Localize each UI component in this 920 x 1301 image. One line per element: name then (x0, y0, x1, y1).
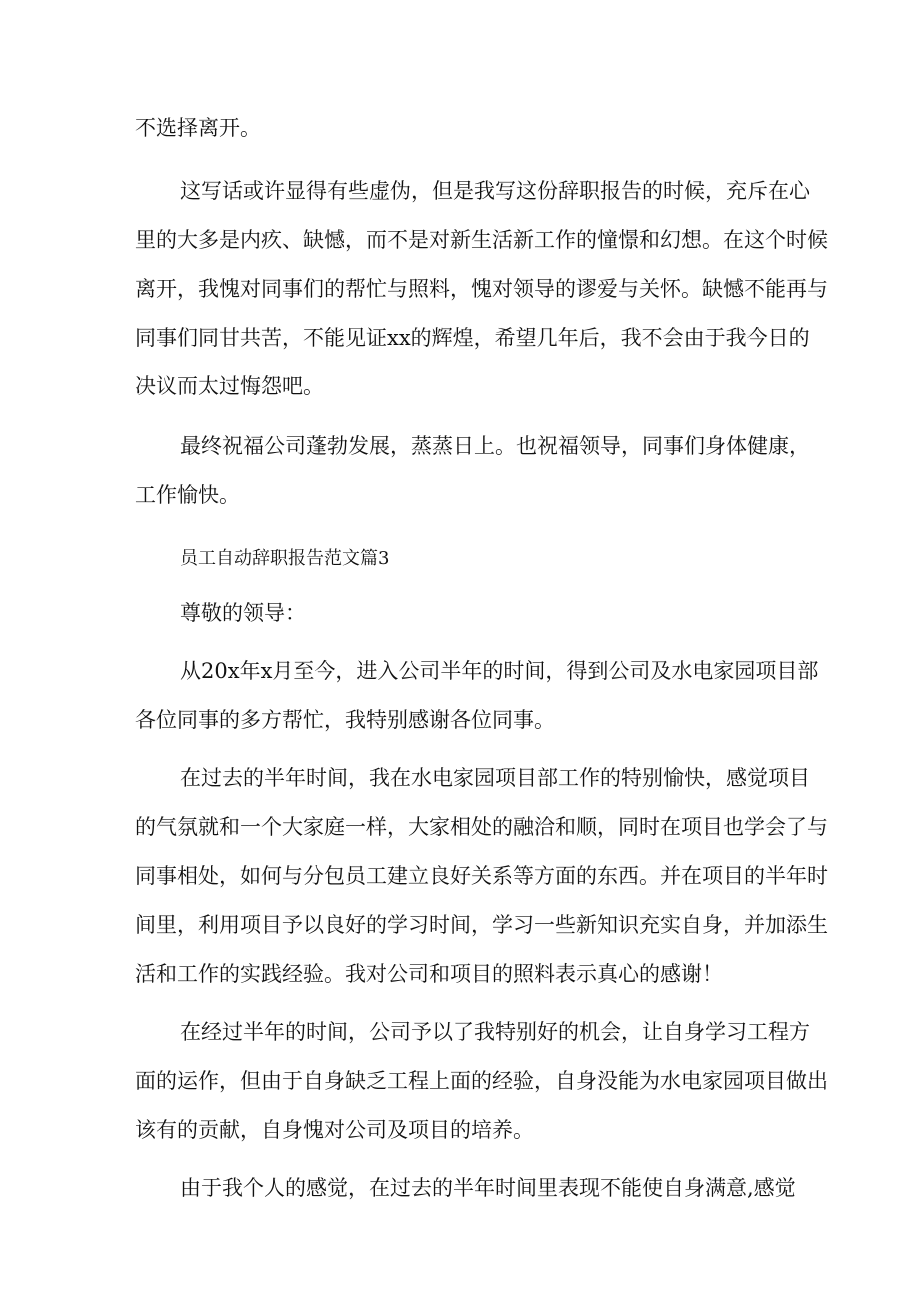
paragraph-line: 从20x年x月至今，进入公司半年的时间，得到公司及水电家园项目部 (180, 659, 819, 683)
paragraph-line: 的气氛就和一个大家庭一样，大家相处的融洽和顺，同时在项目也学会了与 (135, 815, 828, 839)
paragraph-line: 同事相处，如何与分包员工建立良好关系等方面的东西。并在项目的半年时 (135, 864, 828, 888)
section-heading: 员工自动辞职报告范文篇3 (180, 548, 390, 569)
paragraph-line: 这写话或许显得有些虚伪，但是我写这份辞职报告的时候，充斥在心 (180, 179, 810, 203)
salutation: 尊敬的领导： (180, 601, 306, 625)
paragraph-line: 该有的贡献，自身愧对公司及项目的培养。 (135, 1118, 534, 1142)
paragraph-line: 各位同事的多方帮忙，我特别感谢各位同事。 (135, 708, 555, 732)
paragraph-line: 里的大多是内疚、缺憾，而不是对新生活新工作的憧憬和幻想。在这个时候 (135, 228, 828, 252)
paragraph-line: 最终祝福公司蓬勃发展，蒸蒸日上。也祝福领导，同事们身体健康， (180, 434, 810, 458)
paragraph-line: 同事们同甘共苦，不能见证xx的辉煌，希望几年后，我不会由于我今日的 (135, 326, 810, 350)
paragraph-line: 间里，利用项目予以良好的学习时间，学习一些新知识充实自身，并加添生 (135, 913, 828, 937)
paragraph-line: 由于我个人的感觉，在过去的半年时间里表现不能使自身满意,感觉 (180, 1176, 796, 1200)
paragraph-line: 活和工作的实践经验。我对公司和项目的照料表示真心的感谢！ (135, 962, 723, 986)
paragraph-line: 工作愉快。 (135, 483, 240, 507)
paragraph-line: 离开，我愧对同事们的帮忙与照料，愧对领导的谬爱与关怀。缺憾不能再与 (135, 277, 828, 301)
paragraph-line: 不选择离开。 (135, 116, 261, 140)
paragraph-line: 面的运作，但由于自身缺乏工程上面的经验，自身没能为水电家园项目做出 (135, 1069, 828, 1093)
paragraph-line: 在经过半年的时间，公司予以了我特别好的机会，让自身学习工程方 (180, 1020, 810, 1044)
paragraph-line: 决议而太过悔怨吧。 (135, 374, 324, 398)
paragraph-line: 在过去的半年时间，我在水电家园项目部工作的特别愉快，感觉项目 (180, 766, 810, 790)
